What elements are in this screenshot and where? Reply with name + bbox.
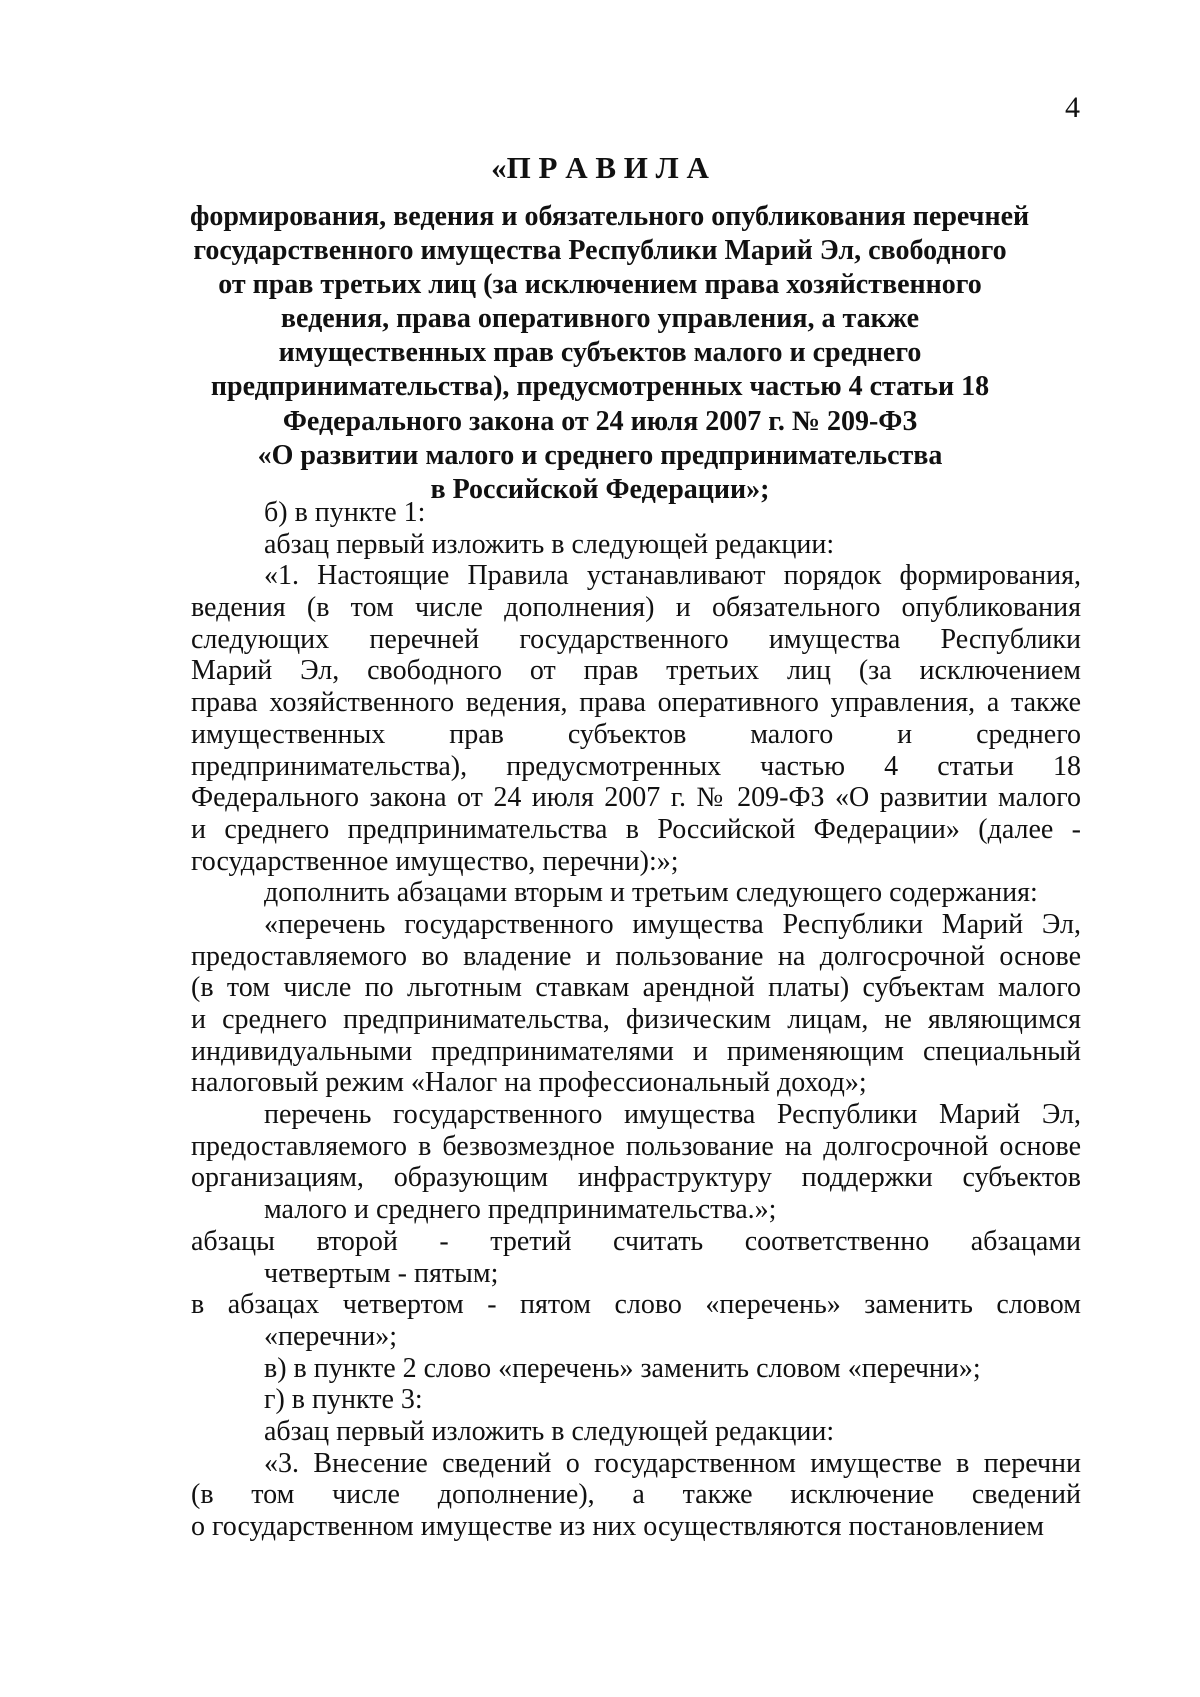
body-line: и среднего предпринимательства, физическим лицам, не являющимся xyxy=(191,1004,1081,1035)
title-line: в Российской Федерации»; xyxy=(430,473,770,505)
document-body xyxy=(191,497,1081,1543)
body-line: государственное имущество, перечни):»; xyxy=(191,845,679,877)
body-line: перечень государственного имущества Республики Марий Эл, xyxy=(264,1099,1081,1131)
body-line: права хозяйственного ведения, права оперативного управления, а также xyxy=(191,687,1081,719)
body-line: «перечень государственного имущества Республики Марий Эл, xyxy=(264,908,1081,940)
body-line: абзац первый изложить в следующей редакции: xyxy=(264,528,835,560)
body-line: предоставляемого в безвозмездное пользование на долгосрочной основе xyxy=(191,1130,1081,1162)
body-line: «3. Внесение сведений о государственном имуществе в перечни xyxy=(264,1447,1081,1479)
title-line: формирования, ведения и обязательного опубликования перечней xyxy=(190,201,1030,232)
body-line: «1. Настоящие Правила устанавливают порядок формирования, xyxy=(264,560,1081,592)
rules-title: «П Р А В И Л А xyxy=(491,150,709,185)
body-line: четвертым - пятым; xyxy=(264,1257,499,1289)
body-line: индивидуальными предпринимателями и применяющим специальный xyxy=(191,1035,1081,1067)
body-line: следующих перечней государственного имущества Республики xyxy=(191,623,1081,655)
body-line: имущественных прав субъектов малого и среднего xyxy=(191,718,1081,750)
body-line: ведения (в том числе дополнения) и обязательного опубликования xyxy=(191,592,1081,624)
title-line: предпринимательства), предусмотренных частью 4 статьи 18 xyxy=(210,371,990,403)
title-line: от прав третьих лиц (за исключением права хозяйственного xyxy=(218,269,982,301)
body-line: б) в пункте 1: xyxy=(264,497,426,528)
body-line: организациям, образующим инфраструктуру поддержки субъектов xyxy=(191,1162,1081,1194)
body-line: малого и среднего предпринимательства.»; xyxy=(264,1194,777,1226)
body-line: абзацы второй - третий считать соответственно абзацами xyxy=(191,1225,1081,1257)
title-line: «О развитии малого и среднего предпринимательства xyxy=(257,439,943,471)
title-line: государственного имущества Республики Марий Эл, свободного xyxy=(193,235,1007,267)
body-line: «перечни»; xyxy=(264,1320,397,1352)
body-line: в) в пункте 2 слово «перечень» заменить словом «перечни»; xyxy=(264,1352,981,1384)
body-line: дополнить абзацами вторым и третьим следующего содержания: xyxy=(264,877,1038,909)
body-line: о государственном имуществе из них осуществляются постановлением xyxy=(191,1511,1045,1542)
body-line: предоставляемого во владение и пользование на долгосрочной основе xyxy=(191,940,1081,972)
body-line: (в том числе по льготным ставкам арендной платы) субъектам малого xyxy=(191,972,1081,1004)
body-line: Марий Эл, свободного от прав третьих лиц (за исключением xyxy=(191,655,1081,687)
body-line: в абзацах четвертом - пятом слово «перечень» заменить словом xyxy=(191,1289,1081,1321)
body-line: Федерального закона от 24 июля 2007 г. № 209-ФЗ «О развитии малого xyxy=(191,782,1081,814)
title-line: Федерального закона от 24 июля 2007 г. № 209-ФЗ xyxy=(282,405,918,437)
rules-subtitle xyxy=(190,200,1030,507)
body-line: (в том числе дополнение), а также исключение сведений xyxy=(191,1479,1081,1511)
title-line: ведения, права оперативного управления, а также xyxy=(280,303,920,335)
body-line: предпринимательства), предусмотренных частью 4 статьи 18 xyxy=(191,750,1081,782)
body-line: налоговый режим «Налог на профессиональный доход»; xyxy=(191,1067,867,1099)
title-line: имущественных прав субъектов малого и среднего xyxy=(278,337,922,369)
body-line: абзац первый изложить в следующей редакции: xyxy=(264,1415,835,1447)
body-line: г) в пункте 3: xyxy=(264,1384,423,1416)
body-line: и среднего предпринимательства в Российской Федерации» (далее - xyxy=(191,813,1081,845)
page-number: 4 xyxy=(1065,91,1080,124)
